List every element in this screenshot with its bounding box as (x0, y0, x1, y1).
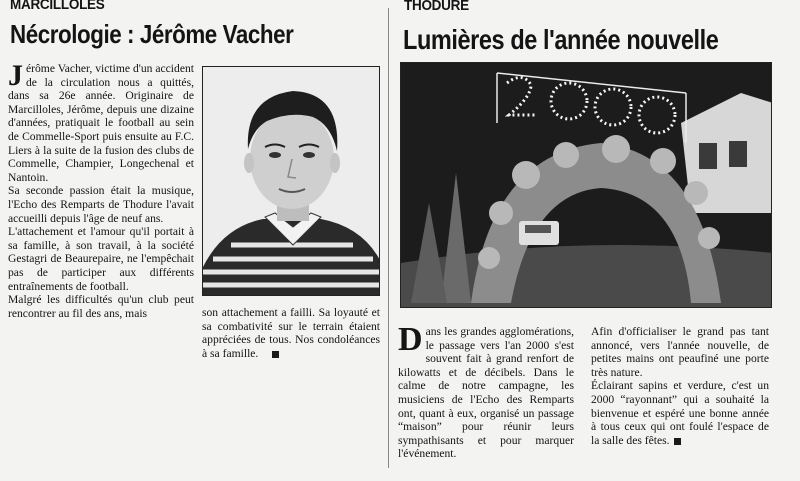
bleed-through-text (300, 0, 380, 50)
left-section-label: MARCILLOLES (10, 0, 105, 13)
night-illustration (401, 63, 772, 308)
column-divider (388, 8, 389, 468)
night-lights-photo (400, 62, 772, 308)
left-continuation-text: son attachement a failli. Sa loyauté et sa combativité sur le terrain étaient appréciées de tous. Nos condoléances à sa famille. (202, 306, 380, 360)
left-paragraph-1: érôme Vacher, victime d'un accident de la circulation nous a quittés, dans sa 26e année. Originaire de Marcilloles, Jérôme, depuis une dizaine d'années, pratiquait le football au sein de Commelle-Sport puis ensuite au F.C. Liers à la suite de la fusion des clubs de Commelle, Champier, Longechenal et Nantoin. (8, 62, 194, 184)
left-headline: Nécrologie : Jérôme Vacher (10, 19, 294, 49)
left-paragraph-2: Sa seconde passion était la musique, l'Echo des Remparts de Thodure l'avait accueilli depuis l'âge de neuf ans. (8, 184, 194, 225)
left-paragraph-3: L'attachement et l'amour qu'il portait à sa famille, à son travail, à la société Gestagri de Beaurepaire, ne l'empêchait pas de participer aux différents entraînements de football. (8, 225, 194, 293)
right-dropcap: D (398, 321, 423, 358)
portrait-illustration (203, 67, 380, 296)
left-paragraph-4: Malgré les difficultés qu'un club peut rencontrer au fil des ans, mais (8, 293, 194, 320)
right-article-column-1 (398, 321, 574, 461)
right-col2-paragraph-2-text: Éclairant sapins et verdure, c'est un 2000 “rayonnant” qui a souhaité la bienvenue et espéré une bonne année à tous ceux qui ont foulé l'espace de la salle des fêtes. (591, 379, 769, 447)
portrait-photo (202, 66, 380, 296)
left-article-column (8, 59, 194, 320)
right-col1-text: ans les grandes agglomérations, le passage vers l'an 2000 s'est souvent fait à grand renfort de kilowatts et de décibels. Dans le calme de notre campagne, les musiciens de l'Echo des Remparts ont, quant à eux, organisé un passage “maison” pour réunir leurs sympathisants et pour marquer l'événement. (398, 325, 574, 461)
end-mark-icon (272, 351, 279, 358)
left-article-continuation (202, 306, 380, 360)
left-dropcap: J (8, 59, 23, 92)
right-headline: Lumières de l'année nouvelle (403, 24, 719, 55)
end-mark-icon (674, 438, 681, 445)
right-article-column-2 (591, 325, 769, 447)
right-col2-paragraph-1: Afin d'officialiser le grand pas tant annoncé, vers l'année nouvelle, de petites mains ont peaufiné une porte très nature. (591, 325, 769, 379)
right-section-label: THODURE (404, 0, 469, 14)
right-col2-paragraph-2 (591, 379, 769, 447)
